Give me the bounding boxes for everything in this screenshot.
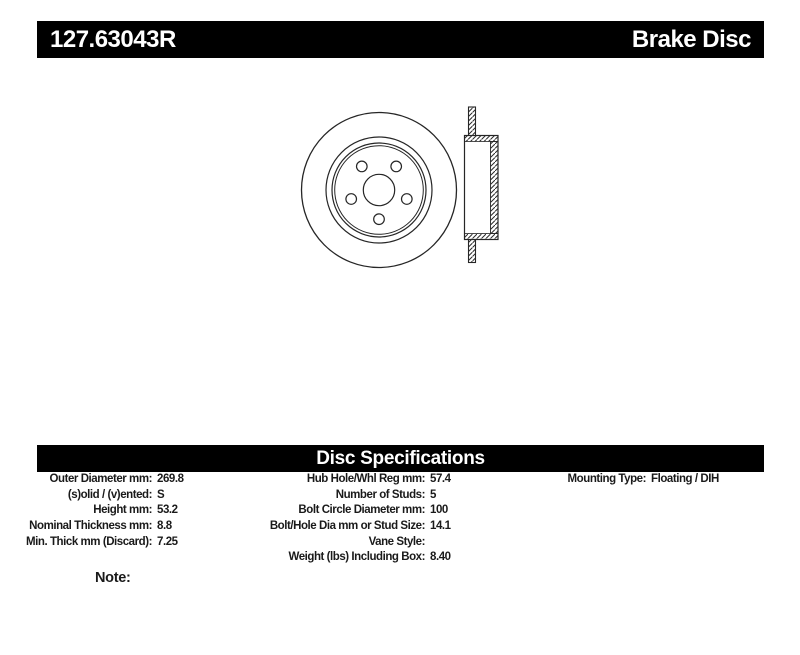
spec-column-right [540,472,764,488]
stud-hole [391,161,402,172]
spec-column-left [10,472,275,550]
stud-hole [374,214,385,225]
spec-row [240,550,535,566]
spec-value: 8.40 [430,551,451,564]
spec-row [10,519,275,535]
hat-chamfer-circle [335,146,424,235]
spec-value: 100 [430,504,448,517]
spec-row [540,472,764,488]
rotor-plate-top-section [469,107,476,137]
spec-row [240,488,535,504]
rotor-plate-bottom-section [469,239,476,263]
spec-row [10,535,275,551]
spec-section-title: Disc Specifications [316,447,485,469]
spec-label: Weight (lbs) Including Box: [288,551,425,564]
spec-value: 269.8 [157,473,184,485]
spec-label: Number of Studs: [335,488,425,501]
note-label: Note: [95,570,131,586]
disc-outer-edge-circle [302,113,457,268]
hat-outer-circle [332,143,426,237]
part-number: 127.63043R [50,25,176,53]
spec-row [10,488,275,504]
spec-section-header [37,445,764,472]
spec-value: Floating / DIH [651,473,719,485]
spec-row [10,503,275,519]
spec-label: Outer Diameter mm: [49,473,152,485]
spec-value: 7.25 [157,535,178,548]
hat-top-face-hatch [465,136,499,142]
spec-label: (s)olid / (v)ented: [67,488,152,501]
spec-row [240,503,535,519]
spec-label: Min. Thick mm (Discard): [26,535,152,548]
stud-hole [346,194,357,205]
spec-label: Mounting Type: [567,473,646,485]
spec-label: Height mm: [93,504,152,517]
spec-value: 5 [430,488,436,501]
spec-label: Hub Hole/Whl Reg mm: [306,473,425,485]
hub-center-hole [363,174,394,205]
spec-value: 8.8 [157,520,172,533]
spec-row [240,472,535,488]
stud-hole [402,194,413,205]
friction-plate-section-hatch [491,142,499,234]
spec-value: S [157,488,165,501]
spec-value: 57.4 [430,473,451,485]
spec-label: Vane Style: [368,535,425,548]
product-title: Brake Disc [631,25,751,53]
spec-value: 14.1 [430,520,451,533]
stud-hole [357,161,368,172]
spec-value: 53.2 [157,504,178,517]
spec-row [240,535,535,551]
disc-front-view [302,113,457,268]
spec-column-middle [240,472,535,566]
spec-label: Nominal Thickness mm: [29,520,152,533]
friction-surface-inner-circle [326,137,432,243]
spec-label: Bolt Circle Diameter mm: [298,504,425,517]
spec-row [240,519,535,535]
spec-row [10,472,275,488]
hat-bottom-face-hatch [465,234,499,240]
spec-label: Bolt/Hole Dia mm or Stud Size: [269,520,425,533]
disc-side-view [465,107,499,263]
